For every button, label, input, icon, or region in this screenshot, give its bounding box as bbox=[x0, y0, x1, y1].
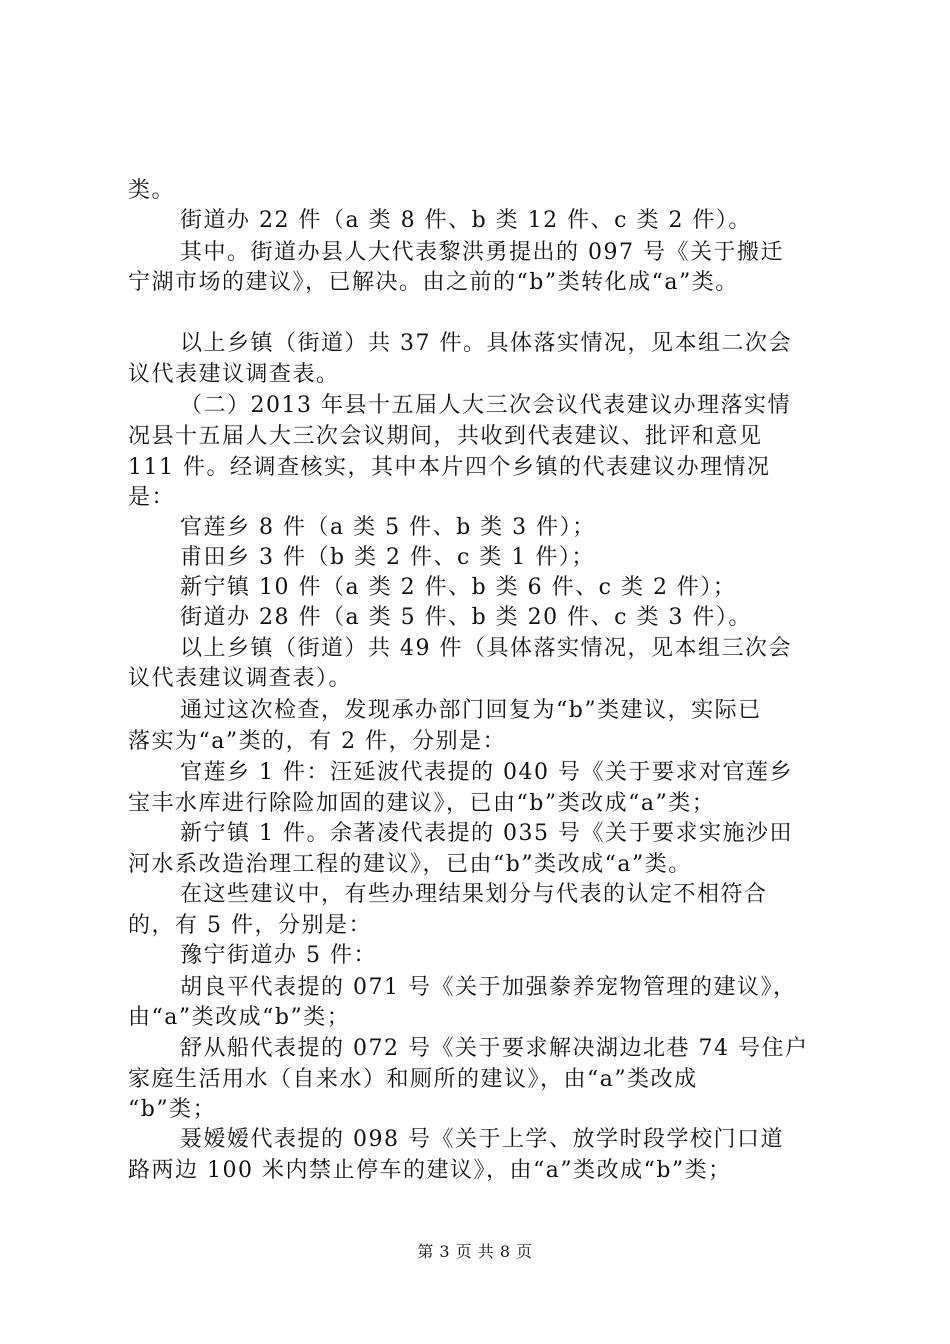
text-line: 街道办 22 件（a 类 8 件、b 类 12 件、c 类 2 件）。 bbox=[180, 208, 752, 233]
text-line: （二）2013 年县十五届人大三次会议代表建议办理落实情 bbox=[180, 393, 791, 418]
text-line: 胡良平代表提的 071 号《关于加强豢养宠物管理的建议》， bbox=[180, 975, 797, 1000]
text-line: 的，有 5 件，分别是： bbox=[128, 913, 372, 938]
text-line: 落实为“a”类的，有 2 件，分别是： bbox=[128, 729, 507, 754]
text-line: 议代表建议调查表）。 bbox=[128, 666, 353, 691]
text-line: 由“a”类改成“b”类； bbox=[128, 1005, 351, 1030]
text-line: “b”类； bbox=[128, 1097, 217, 1122]
text-line: 家庭生活用水（自来水）和厕所的建议》，由“a”类改成 bbox=[128, 1067, 698, 1092]
text-line: 在这些建议中，有些办理结果划分与代表的认定不相符合 bbox=[180, 882, 768, 907]
text-line: 新宁镇 10 件（a 类 2 件、b 类 6 件、c 类 2 件）； bbox=[180, 575, 737, 600]
text-line: 街道办 28 件（a 类 5 件、b 类 20 件、c 类 3 件）。 bbox=[180, 605, 752, 630]
text-line: 甫田乡 3 件（b 类 2 件、c 类 1 件）； bbox=[180, 545, 595, 570]
text-line: 官莲乡 8 件（a 类 5 件、b 类 3 件）； bbox=[180, 515, 596, 540]
text-line: 路两边 100 米内禁止停车的建议》，由“a”类改成“b”类； bbox=[128, 1158, 732, 1183]
text-line: 豫宁街道办 5 件： bbox=[180, 943, 377, 968]
page-footer: 第 3 页 共 8 页 bbox=[417, 1242, 533, 1261]
text-line: 通过这次检查，发现承办部门回复为“b”类建议，实际已 bbox=[180, 698, 762, 723]
text-line: 以上乡镇（街道）共 49 件（具体落实情况，见本组三次会 bbox=[180, 636, 792, 661]
text-line: 类。 bbox=[128, 178, 176, 203]
text-line: 新宁镇 1 件。余著凌代表提的 035 号《关于要求实施沙田 bbox=[180, 821, 793, 846]
text-line: 宝丰水库进行除险加固的建议》，已由“b”类改成“a”类； bbox=[128, 791, 716, 816]
text-line: 其中。街道办县人大代表黎洪勇提出的 097 号《关于搬迁 bbox=[180, 240, 784, 265]
text-line: 议代表建议调查表。 bbox=[128, 362, 340, 387]
text-line: 舒从船代表提的 072 号《关于要求解决湖边北巷 74 号住户 bbox=[180, 1036, 809, 1061]
text-line: 宁湖市场的建议》，已解决。由之前的“b”类转化成“a”类。 bbox=[128, 270, 739, 295]
text-line: 是： bbox=[128, 485, 176, 510]
text-line: 以上乡镇（街道）共 37 件。具体落实情况，见本组二次会 bbox=[180, 331, 792, 356]
text-line: 况县十五届人大三次会议期间，共收到代表建议、批评和意见 bbox=[128, 424, 763, 449]
text-line: 官莲乡 1 件：汪延波代表提的 040 号《关于要求对官莲乡 bbox=[180, 760, 793, 785]
text-line: 111 件。经调查核实，其中本片四个乡镇的代表建议办理情况 bbox=[128, 455, 771, 480]
text-line: 河水系改造治理工程的建议》，已由“b”类改成“a”类。 bbox=[128, 852, 692, 877]
text-line: 聂嫒嫒代表提的 098 号《关于上学、放学时段学校门口道 bbox=[180, 1127, 784, 1152]
